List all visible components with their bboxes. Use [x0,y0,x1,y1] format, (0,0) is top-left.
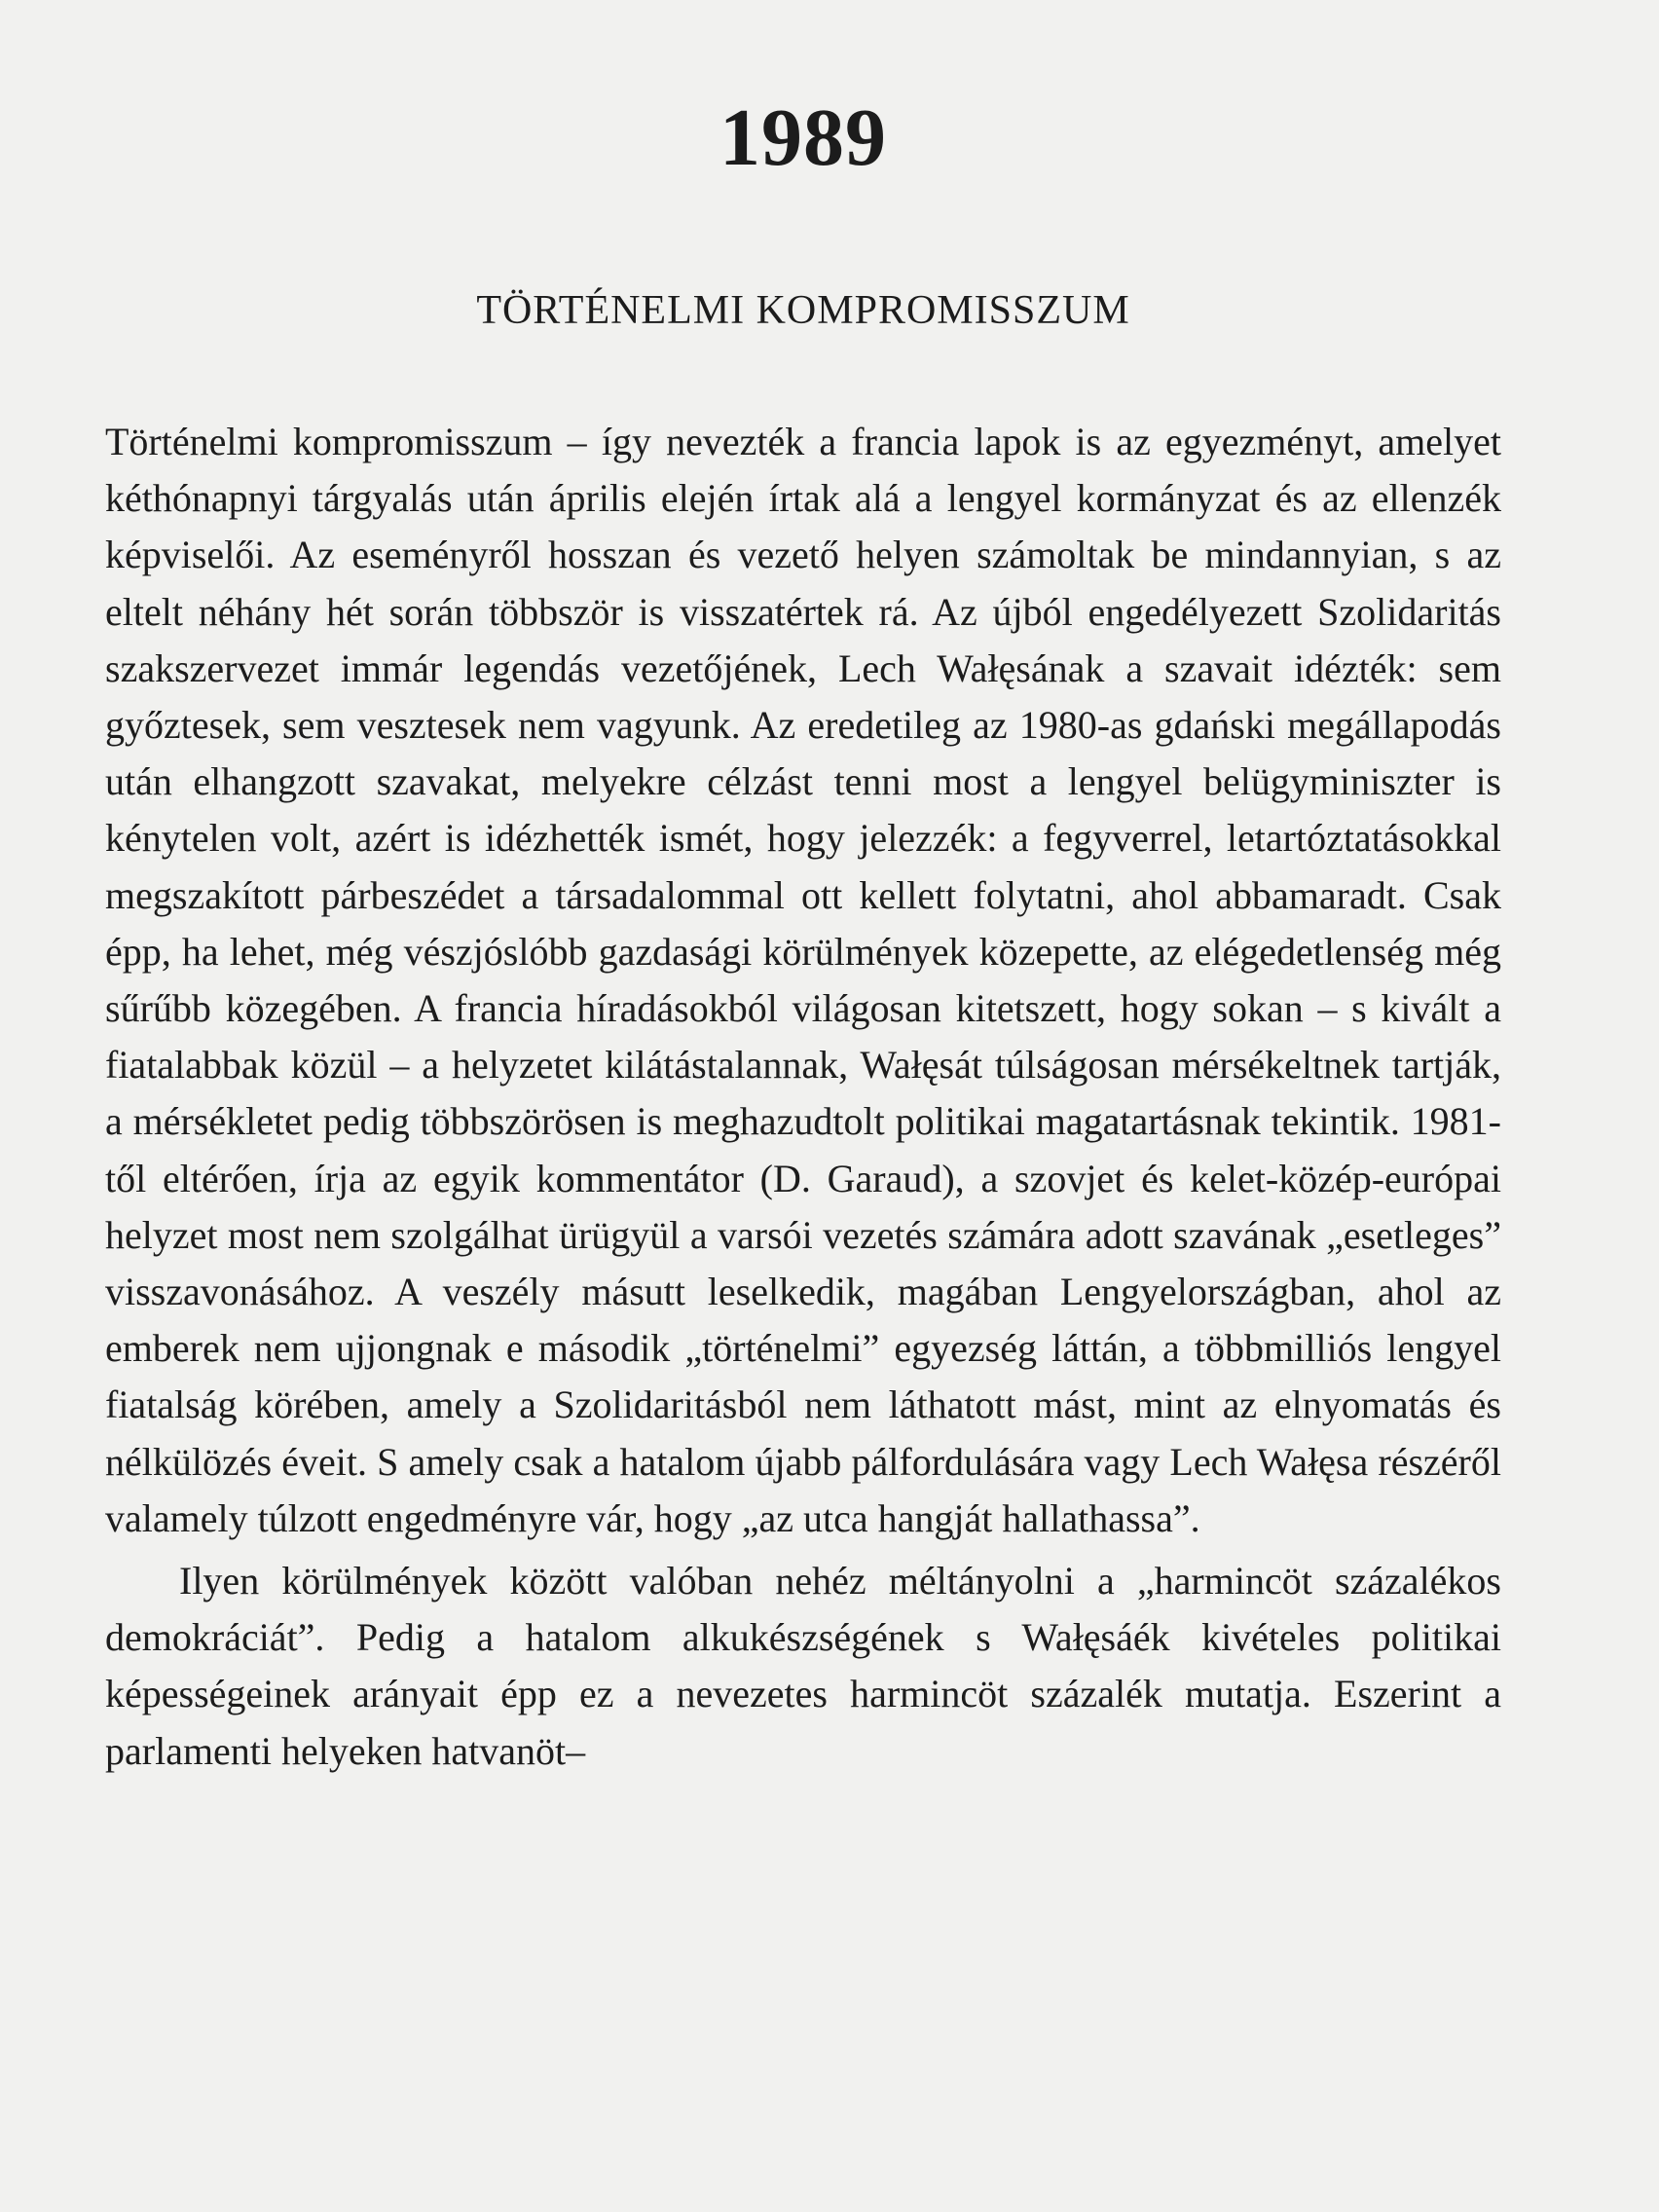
chapter-year: 1989 [719,92,887,183]
chapter-title: TÖRTÉNELMI KOMPROMISSZUM [476,288,1130,333]
paragraph-2: Ilyen körülmények között valóban nehéz méltányolni a „harmincöt százalékos demokráciát”. Pedig a hatalom alkukészségének s Wałęsáék kivételes politikai képességeinek arányait épp ez a nevezetes harmincöt százalék mutatja. Eszerint a parlamenti helyeken hatvanöt– [105,1559,1501,1773]
paragraph-1: Történelmi kompromisszum – így nevezték a francia lapok is az egyezményt, amelyet kéthónapnyi tárgyalás után április elején írtak alá a lengyel kormányzat és az ellenzék képviselői. Az eseményről hosszan és vezető helyen számoltak be mindannyian, s az eltelt néhány hét során többször is visszatértek rá. Az újból engedélyezett Szolidaritás szakszervezet immár legendás vezetőjének, Lech Wałęsának a szavait idézték: sem győztesek, sem vesztesek nem vagyunk. Az eredetileg az 1980-as gdański megállapodás után elhangzott szavakat, melyekre célzást tenni most a lengyel belügyminiszter is kénytelen volt, azért is idézhették ismét, hogy jelezzék: a fegyverrel, letartóztatásokkal megszakított párbeszédet a társadalommal ott kellett folytatni, ahol abbamaradt. Csak épp, ha lehet, még vészjóslóbb gazdasági körülmények közepette, az elégedetlenség még sűrűbb közegében. A francia híradásokból világosan kitetszett, hogy sokan – s kivált a fiatalabbak közül – a helyzetet kilátástalannak, Wałęsát túlságosan mérsékeltnek tartják, a mérsékletet pedig többszörösen is meghazudtolt politikai magatartásnak tekintik. 1981-től eltérően, írja az egyik kommentátor (D. Garaud), a szovjet és kelet-közép-európai helyzet most nem szolgálhat ürügyül a varsói vezetés számára adott szavának „esetleges” visszavonásához. A veszély másutt leselkedik, magában Lengyelországban, ahol az emberek nem ujjongnak e második „történelmi” egyezség láttán, a többmilliós lengyel fiatalság körében, amely a Szolidaritásból nem láthatott mást, mint az elnyomatás és nélkülözés éveit. S amely csak a hatalom újabb pálfordulására vagy Lech Wałęsa részéről valamely túlzott engedményre vár, hogy „az utca hangját hallathassa”. [105,420,1501,1540]
body-text [105,414,1501,1780]
